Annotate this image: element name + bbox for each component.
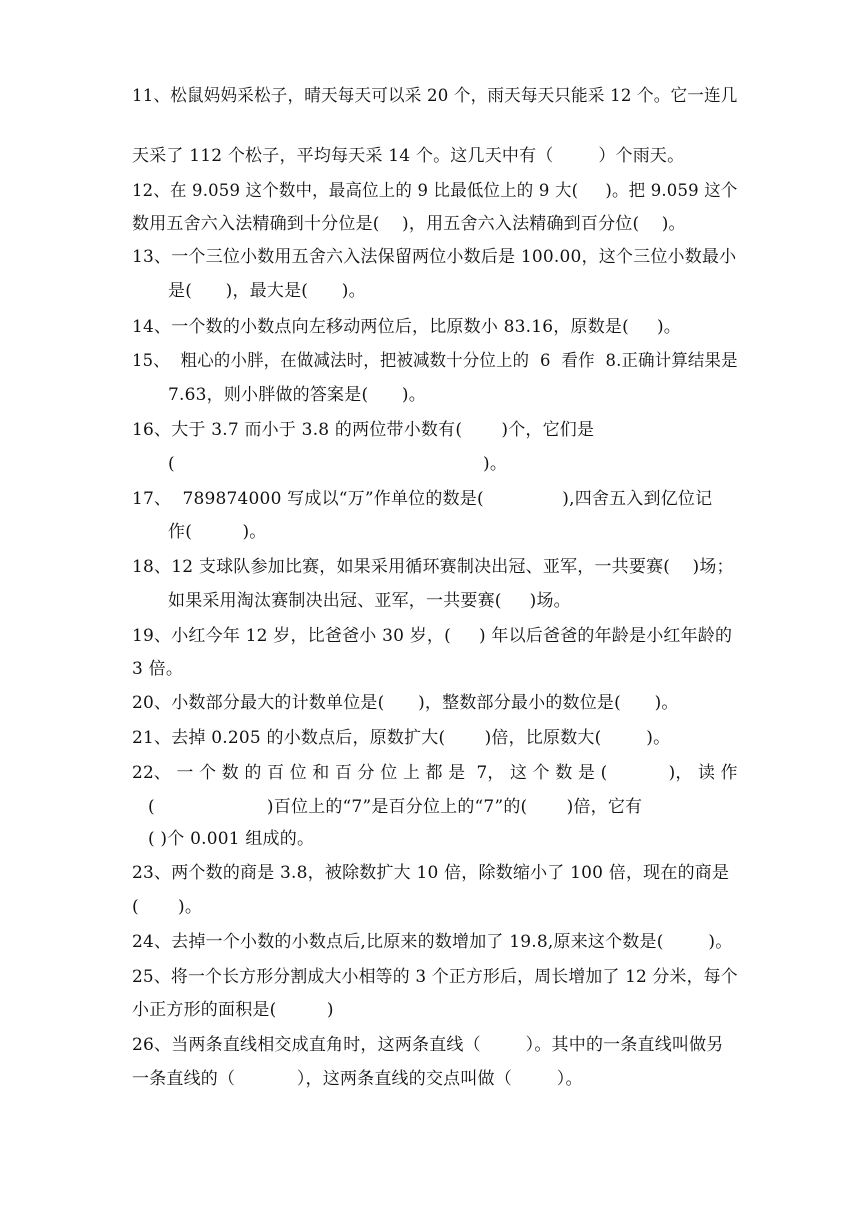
question-17-line-2: 作( )。 bbox=[168, 522, 267, 542]
question-24-line-1: 24、去掉一个小数的小数点后,比原来的数增加了 19.8,原来这个数是( )。 bbox=[132, 932, 733, 952]
question-13-line-2: 是( )，最大是( )。 bbox=[168, 281, 366, 301]
question-19-line-1: 19、小红今年 12 岁，比爸爸小 30 岁，( ) 年以后爸爸的年龄是小红年龄的 bbox=[132, 626, 733, 646]
question-25-line-2: 小正方形的面积是( ) bbox=[132, 1000, 334, 1020]
question-18-line-2: 如果采用淘汰赛制决出冠、亚军，一共要赛( )场。 bbox=[168, 591, 571, 611]
question-14-line-1: 14、一个数的小数点向左移动两位后，比原数小 83.16，原数是( )。 bbox=[132, 317, 681, 337]
question-23-line-2: ( )。 bbox=[132, 897, 203, 917]
question-22-line-1: 22、 一 个 数 的 百 位 和 百 分 位 上 都 是 7， 这 个 数 是 ( )， 读 作 bbox=[132, 763, 738, 783]
question-11-line-1: 11、松鼠妈妈采松子，晴天每天可以采 20 个，雨天每天只能采 12 个。它一连几 bbox=[132, 86, 738, 106]
question-22-line-2: ( )百位上的“7”是百分位上的“7”的( )倍，它有 bbox=[148, 797, 643, 817]
question-17-line-1: 17、 789874000 写成以“万”作单位的数是( ),四舍五入到亿位记 bbox=[132, 489, 713, 509]
question-20-line-1: 20、小数部分最大的计数单位是( )，整数部分最小的数位是( )。 bbox=[132, 693, 679, 713]
question-18-line-1: 18、12 支球队参加比赛，如果采用循环赛制决出冠、亚军，一共要赛( )场； bbox=[132, 557, 734, 577]
question-25-line-1: 25、将一个长方形分割成大小相等的 3 个正方形后，周长增加了 12 分米，每个 bbox=[132, 967, 738, 987]
question-22-line-3: ( )个 0.001 组成的。 bbox=[148, 829, 315, 849]
question-12-line-1: 12、在 9.059 这个数中，最高位上的 9 比最低位上的 9 大( )。把 9.059 这个 bbox=[132, 181, 738, 201]
question-11-line-2: 天采了 112 个松子，平均每天采 14 个。这几天中有（ ）个雨天。 bbox=[132, 146, 685, 166]
question-26-line-1: 26、当两条直线相交成直角时，这两条直线（ ）。其中的一条直线叫做另 bbox=[132, 1035, 724, 1055]
question-19-line-2: 3 倍。 bbox=[132, 659, 184, 679]
question-15-line-2: 7.63，则小胖做的答案是( )。 bbox=[168, 385, 426, 405]
question-26-line-2: 一条直线的（ ），这两条直线的交点叫做（ ）。 bbox=[132, 1069, 583, 1089]
question-15-line-1: 15、 粗心的小胖，在做减法时，把被减数十分位上的 6 看作 8.正确计算结果是 bbox=[132, 351, 738, 371]
question-13-line-1: 13、一个三位小数用五舍六入法保留两位小数后是 100.00，这个三位小数最小 bbox=[132, 247, 737, 267]
question-21-line-1: 21、去掉 0.205 的小数点后，原数扩大( )倍，比原数大( )。 bbox=[132, 728, 671, 748]
question-16-line-2: ( )。 bbox=[168, 454, 508, 474]
question-16-line-1: 16、大于 3.7 而小于 3.8 的两位带小数有( )个，它们是 bbox=[132, 420, 595, 440]
question-23-line-1: 23、两个数的商是 3.8，被除数扩大 10 倍，除数缩小了 100 倍，现在的商是 bbox=[132, 863, 730, 883]
question-12-line-2: 数用五舍六入法精确到十分位是( )，用五舍六入法精确到百分位( )。 bbox=[132, 214, 686, 234]
